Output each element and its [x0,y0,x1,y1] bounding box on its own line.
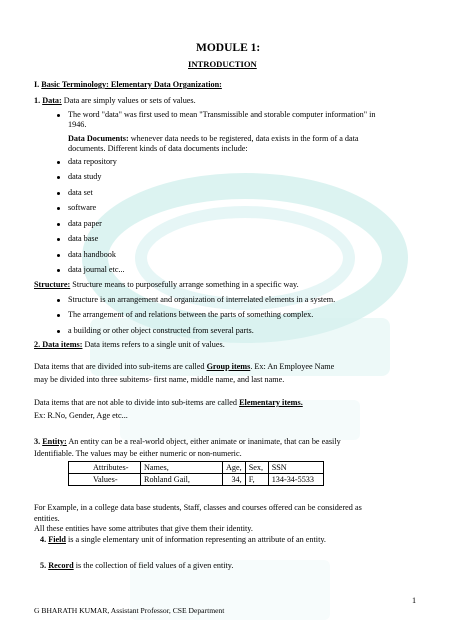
bullet-icon [57,114,60,117]
data-history-line1: The word "data" was first used to mean "Transmissible and storable computer information" in [68,110,376,119]
bullet-icon [57,161,60,164]
section-heading [34,80,222,90]
section-title: Basic Terminology: Elementary Data Organization: [41,80,222,89]
list-item: data repository [68,157,117,166]
bullet-icon [57,176,60,179]
entity-line2: Identifiable. The values may be either numeric or non-numeric. [34,449,242,458]
page-subtitle: INTRODUCTION [188,59,257,69]
list-item: data paper [68,219,102,228]
group-items-line2: may be divided into three subitems- first name, middle name, and last name. [34,375,285,384]
example-line3: All these entities have some attributes that give them their identity. [34,524,253,533]
structure-definition: Structure: Structure means to purposefully arrange something in a specific way. [34,280,299,289]
data-definition: 1. Data: Data are simply values or sets of values. [34,96,196,105]
structure-term: Structure: [34,280,71,289]
table-cell: SSN [268,462,323,474]
bullet-icon [57,207,60,210]
bullet-icon [57,269,60,272]
list-item: a building or other object constructed from several parts. [68,326,254,335]
bullet-icon [57,330,60,333]
elementary-items-line2: Ex: R.No, Gender, Age etc... [34,411,128,420]
data-items-term: 2. Data items: [34,340,83,349]
section-number: I. [34,80,40,89]
table-cell: Age, [223,462,246,474]
record-definition: 5. Record is the collection of field values of a given entity. [40,561,234,570]
group-items-line1: Data items that are divided into sub-items are called Group items. Ex: An Employee Name [34,362,335,371]
record-term: Record [48,561,74,570]
data-history-line2: 1946. [68,120,87,129]
list-item: data study [68,172,102,181]
table-cell: Rohland Gail, [141,474,223,486]
list-item: data set [68,188,93,197]
table-cell: Values- [69,474,141,486]
table-cell: 34, [223,474,246,486]
elementary-items-line1: Data items that are not able to divide into sub-items are called Elementary items. [34,398,303,407]
bullet-icon [57,314,60,317]
elementary-items-term: Elementary items. [239,398,303,407]
field-definition: 4. Field is a single elementary unit of information representing an attribute of an entity. [40,535,326,544]
page-footer: G BHARATH KUMAR, Assistant Professor, CSE Department [34,606,225,615]
page-number: 1 [412,596,417,605]
bullet-icon [57,223,60,226]
table-cell: F, [245,474,268,486]
table-row [69,474,324,486]
table-cell: Sex, [245,462,268,474]
list-item: data handbook [68,250,116,259]
example-line1: For Example, in a college data base students, Staff, classes and courses offered can be considered as [34,503,362,512]
page-title: MODULE 1: [196,42,261,54]
attribute-table [68,461,324,486]
list-item: data journal etc... [68,265,125,274]
table-row [69,462,324,474]
field-term: Field [48,535,66,544]
data-items-definition: 2. Data items: Data items refers to a single unit of values. [34,340,225,349]
table-cell: 134-34-5533 [268,474,323,486]
group-items-term: Group items [206,362,251,371]
bullet-icon [57,192,60,195]
table-cell: Names, [141,462,223,474]
table-cell: Attributes- [69,462,141,474]
list-item: software [68,203,97,212]
list-item: data base [68,234,99,243]
example-line2: entities. [34,514,60,523]
entity-term: Entity: [42,437,67,446]
list-item: Structure is an arrangement and organization of interrelated elements in a system. [68,295,336,304]
data-documents-line1: Data Documents: whenever data needs to be registered, data exists in the form of a data [68,134,359,143]
list-item: The arrangement of and relations between the parts of something complex. [68,310,314,319]
data-documents-line2: documents. Different kinds of data documents include: [68,144,248,153]
bullet-icon [57,254,60,257]
bullet-icon [57,238,60,241]
bullet-icon [57,299,60,302]
entity-definition: 3. Entity: An entity can be a real-world object, either animate or inanimate, that can be easily [34,437,341,446]
data-term: Data: [42,96,62,105]
